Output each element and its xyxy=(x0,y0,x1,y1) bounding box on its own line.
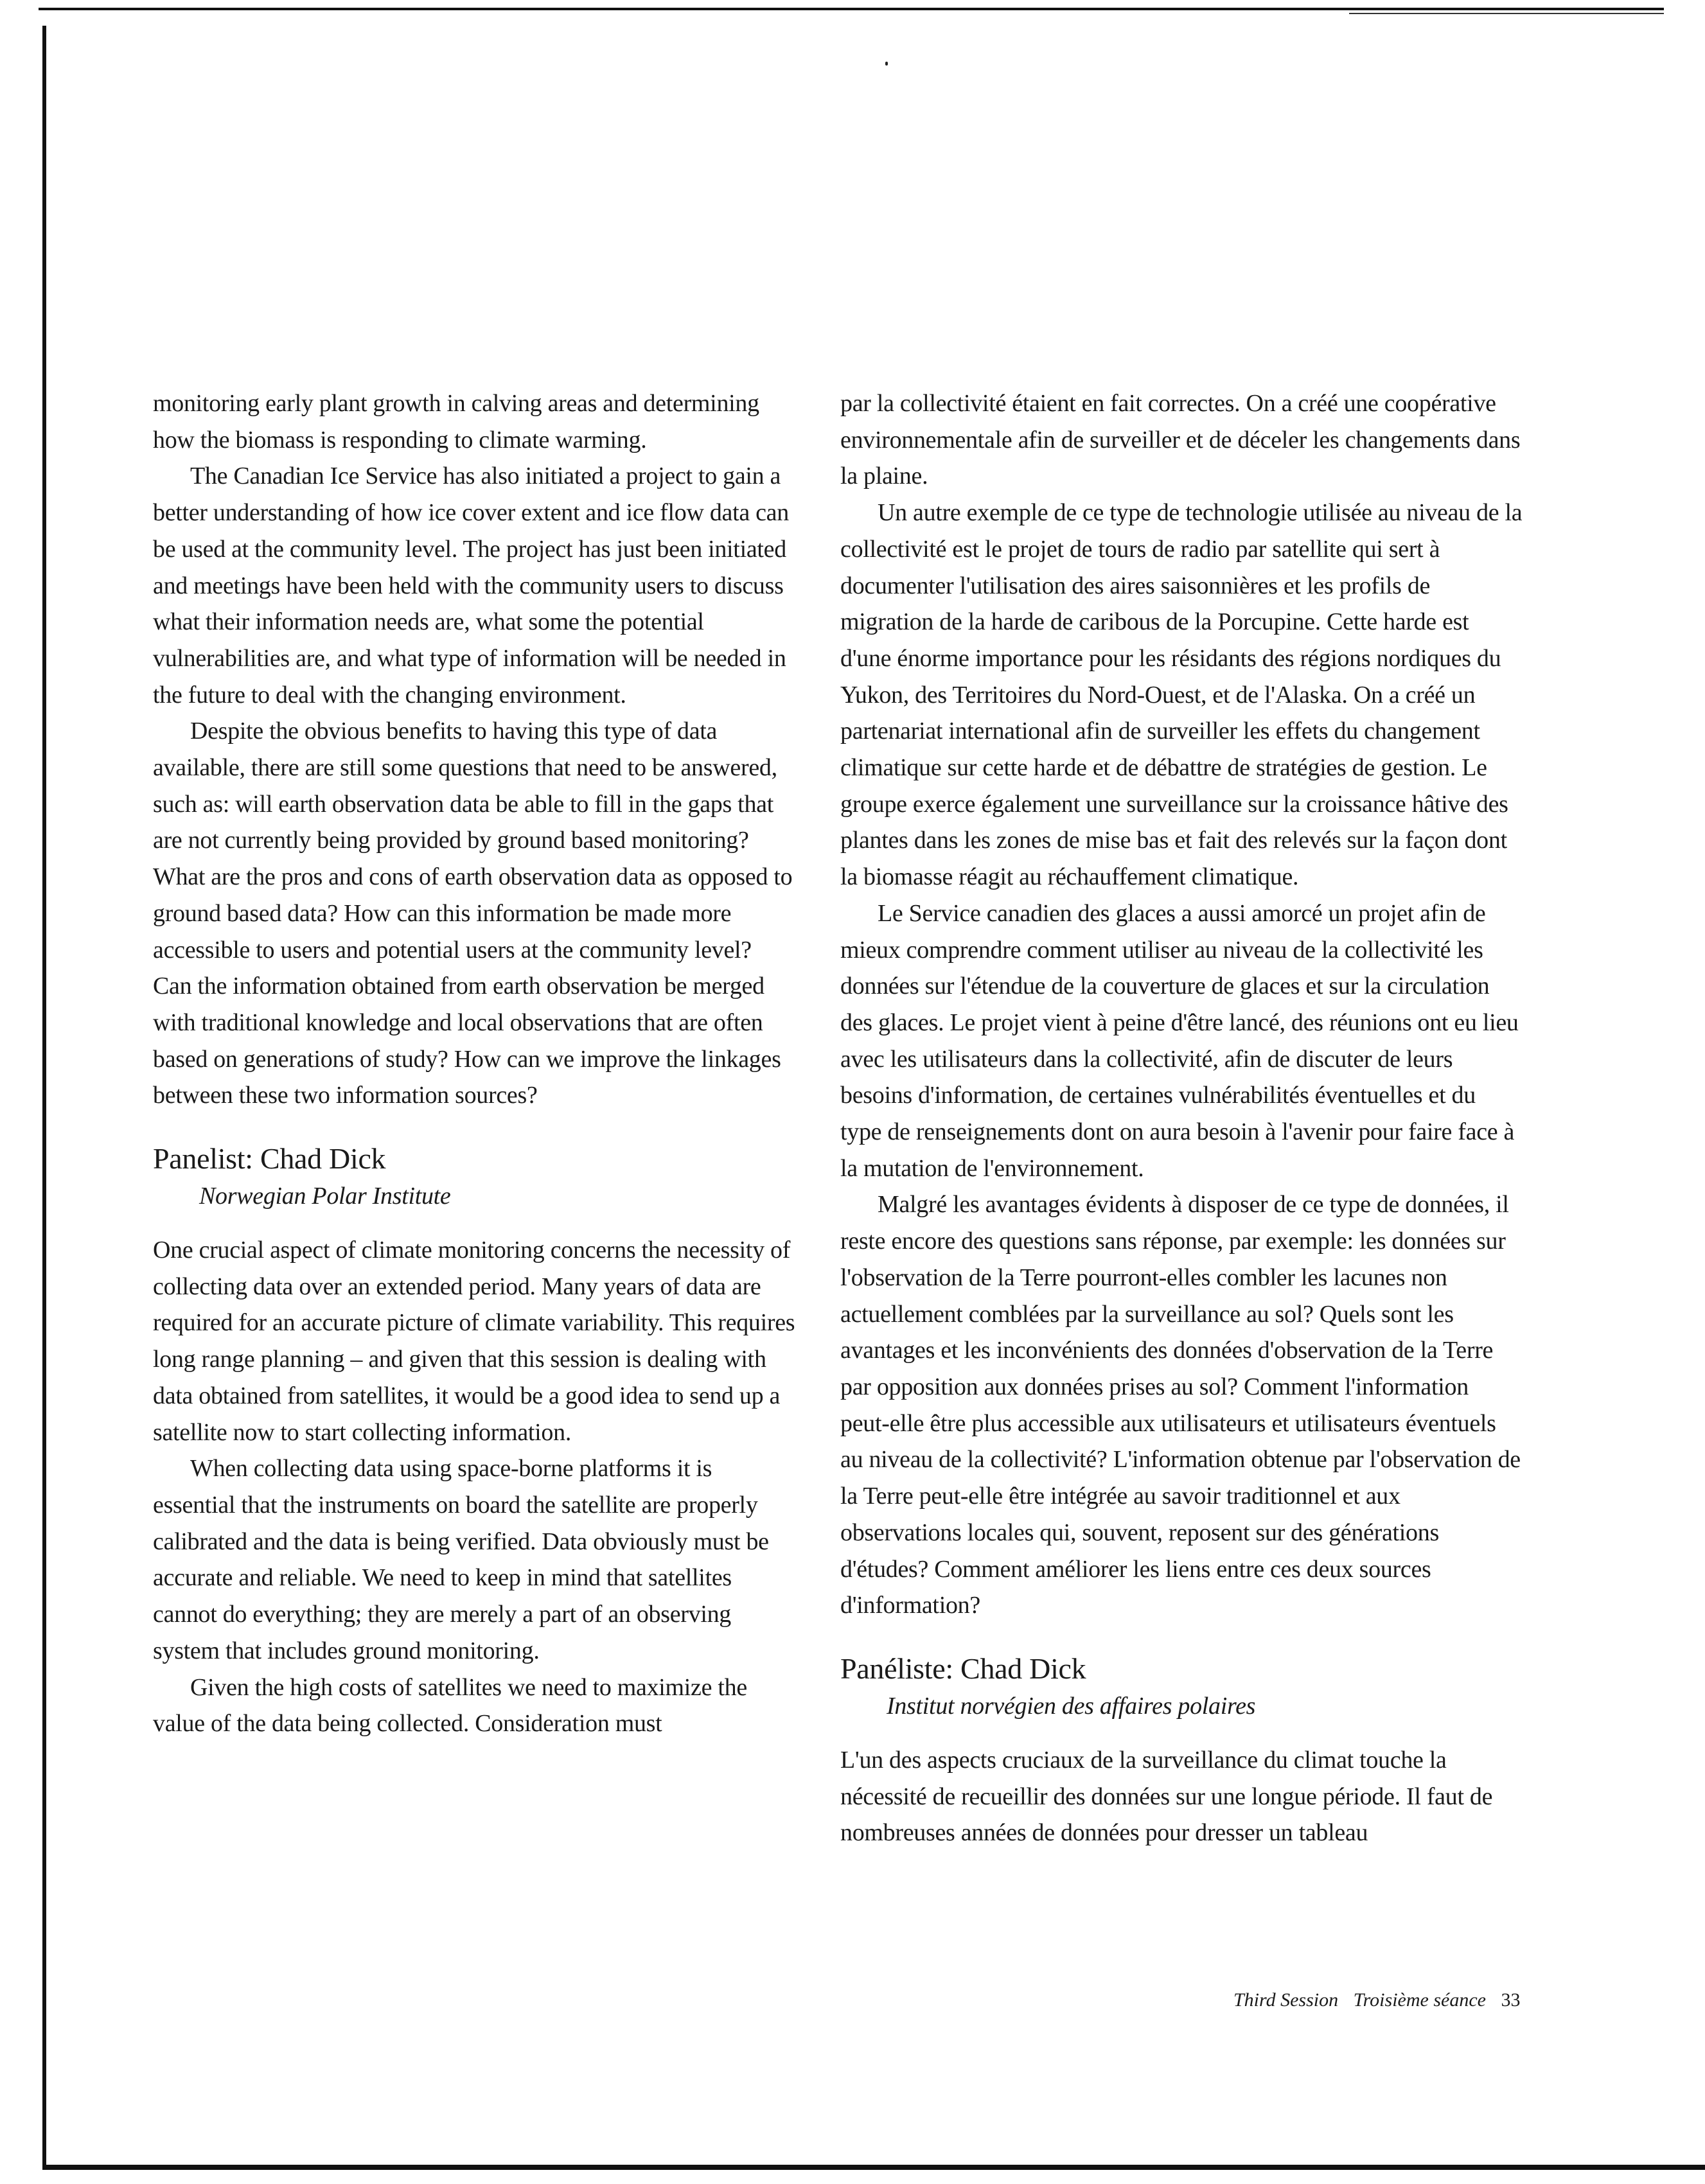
left-column xyxy=(153,385,795,1742)
right-paragraph-1: par la collectivité étaient en fait correctes. On a créé une coopérative environnementale afin de surveiller et de déceler les changements dans la plaine. xyxy=(840,390,1521,490)
scan-border-top-thin xyxy=(1349,13,1664,14)
scan-border-left xyxy=(42,26,46,2165)
left-paragraph-6: Given the high costs of satellites we need to maximize the value of the data being collected. Consideration must xyxy=(153,1673,747,1738)
right-paragraph-3: Le Service canadien des glaces a aussi amorcé un projet afin de mieux comprendre comment utiliser au niveau de la collectivité les données sur l'étendue de la couverture de glaces et sur la circulation des glaces. Le projet vient à peine d'être lancé, des réunions ont eu lieu avec les utilisateurs dans la collectivité, afin de discuter de leurs besoins d'information, de certaines vulnérabilités éventuelles et du type de renseignements dont on aura besoin à l'avenir pour faire face à la mutation de l'environnement. xyxy=(840,899,1519,1182)
right-paragraph-2: Un autre exemple de ce type de technologie utilisée au niveau de la collectivité est le projet de tours de radio par satellite qui sert à documenter l'utilisation des aires saisonnières et les profils de migration de la harde de caribous de la Porcupine. Cette harde est d'une énorme importance pour les résidants des régions nordiques du Yukon, des Territoires du Nord-Ouest, et de l'Alaska. On a créé un partenariat international afin de surveiller les effets du changement climatique sur cette harde et de débattre de stratégies de gestion. Le groupe exerce également une surveillance sur la croissance hâtive des plantes dans les zones de mise bas et fait des relevés sur la façon dont la biomasse réagit au réchauffement climatique. xyxy=(840,499,1523,891)
right-column xyxy=(840,385,1523,1851)
scan-border-top xyxy=(39,8,1664,10)
scan-border-bottom xyxy=(42,2165,1705,2170)
left-paragraph-5: When collecting data using space-borne platforms it is essential that the instruments on board the satellite are properly calibrated and the data is being verified. Data obviously must be accurate and reliable. We need to keep in mind that satellites cannot do everything; they are merely a part of an observing system that includes ground monitoring. xyxy=(153,1455,769,1664)
paneliste-heading: Panéliste: Chad Dick xyxy=(840,1651,1086,1685)
left-paragraph-1: monitoring early plant growth in calving areas and determining how the biomass is responding to climate warming. xyxy=(153,390,759,454)
right-paragraph-5: L'un des aspects cruciaux de la surveillance du climat touche la nécessité de recueillir des données sur une longue période. Il faut de nombreuses années de données pour dresser un tableau xyxy=(840,1746,1493,1847)
left-paragraph-2: The Canadian Ice Service has also initiated a project to gain a better understanding of how ice cover extent and ice flow data can be used at the community level. The project has just been initiated and meetings have been held with the community users to discuss what their information needs are, what some the potential vulnerabilities are, and what type of information will be needed in the future to deal with the changing environment. xyxy=(153,462,789,709)
page-footer xyxy=(1233,1987,1542,2013)
panelist-heading: Panelist: Chad Dick xyxy=(153,1142,386,1176)
panelist-affiliation: Norwegian Polar Institute xyxy=(199,1183,451,1210)
right-paragraph-4: Malgré les avantages évidents à disposer de ce type de données, il reste encore des questions sans réponse, par exemple: les données sur l'observation de la Terre pourront-elles combler les lacunes non actuellement comblées par la surveillance au sol? Quels sont les avantages et les inconvénients des données d'observation de la Terre par opposition aux données prises au sol? Comment l'information peut-elle être plus accessible aux utilisateurs et utilisateurs éventuels au niveau de la collectivité? L'information obtenue par l'observation de la Terre peut-elle être intégrée au savoir traditionnel et aux observations locales qui, souvent, reposent sur des générations d'études? Comment améliorer les liens entre ces deux sources d'information? xyxy=(840,1191,1521,1619)
page-number: 33 xyxy=(1501,1989,1521,2011)
footer-session-fr: Troisième séance xyxy=(1353,1989,1486,2011)
paneliste-affiliation: Institut norvégien des affaires polaires xyxy=(887,1692,1256,1720)
scan-speck xyxy=(885,62,888,66)
footer-session-en: Third Session xyxy=(1233,1989,1339,2011)
left-paragraph-3: Despite the obvious benefits to having this type of data available, there are still some questions that need to be answered, such as: will earth observation data be able to fill in the gaps that are not currently being provided by ground based monitoring? What are the pros and cons of earth observation data as opposed to ground based data? How can this information be made more accessible to users and potential users at the community level? Can the information obtained from earth observation be merged with traditional knowledge and local observations that are often based on generations of study? How can we improve the linkages between these two information sources? xyxy=(153,718,793,1109)
left-paragraph-4: One crucial aspect of climate monitoring concerns the necessity of collecting data over an extended period. Many years of data are required for an accurate picture of climate variability. This requires long range planning – and given that this session is dealing with data obtained from satellites, it would be a good idea to send up a satellite now to start collecting information. xyxy=(153,1237,795,1446)
